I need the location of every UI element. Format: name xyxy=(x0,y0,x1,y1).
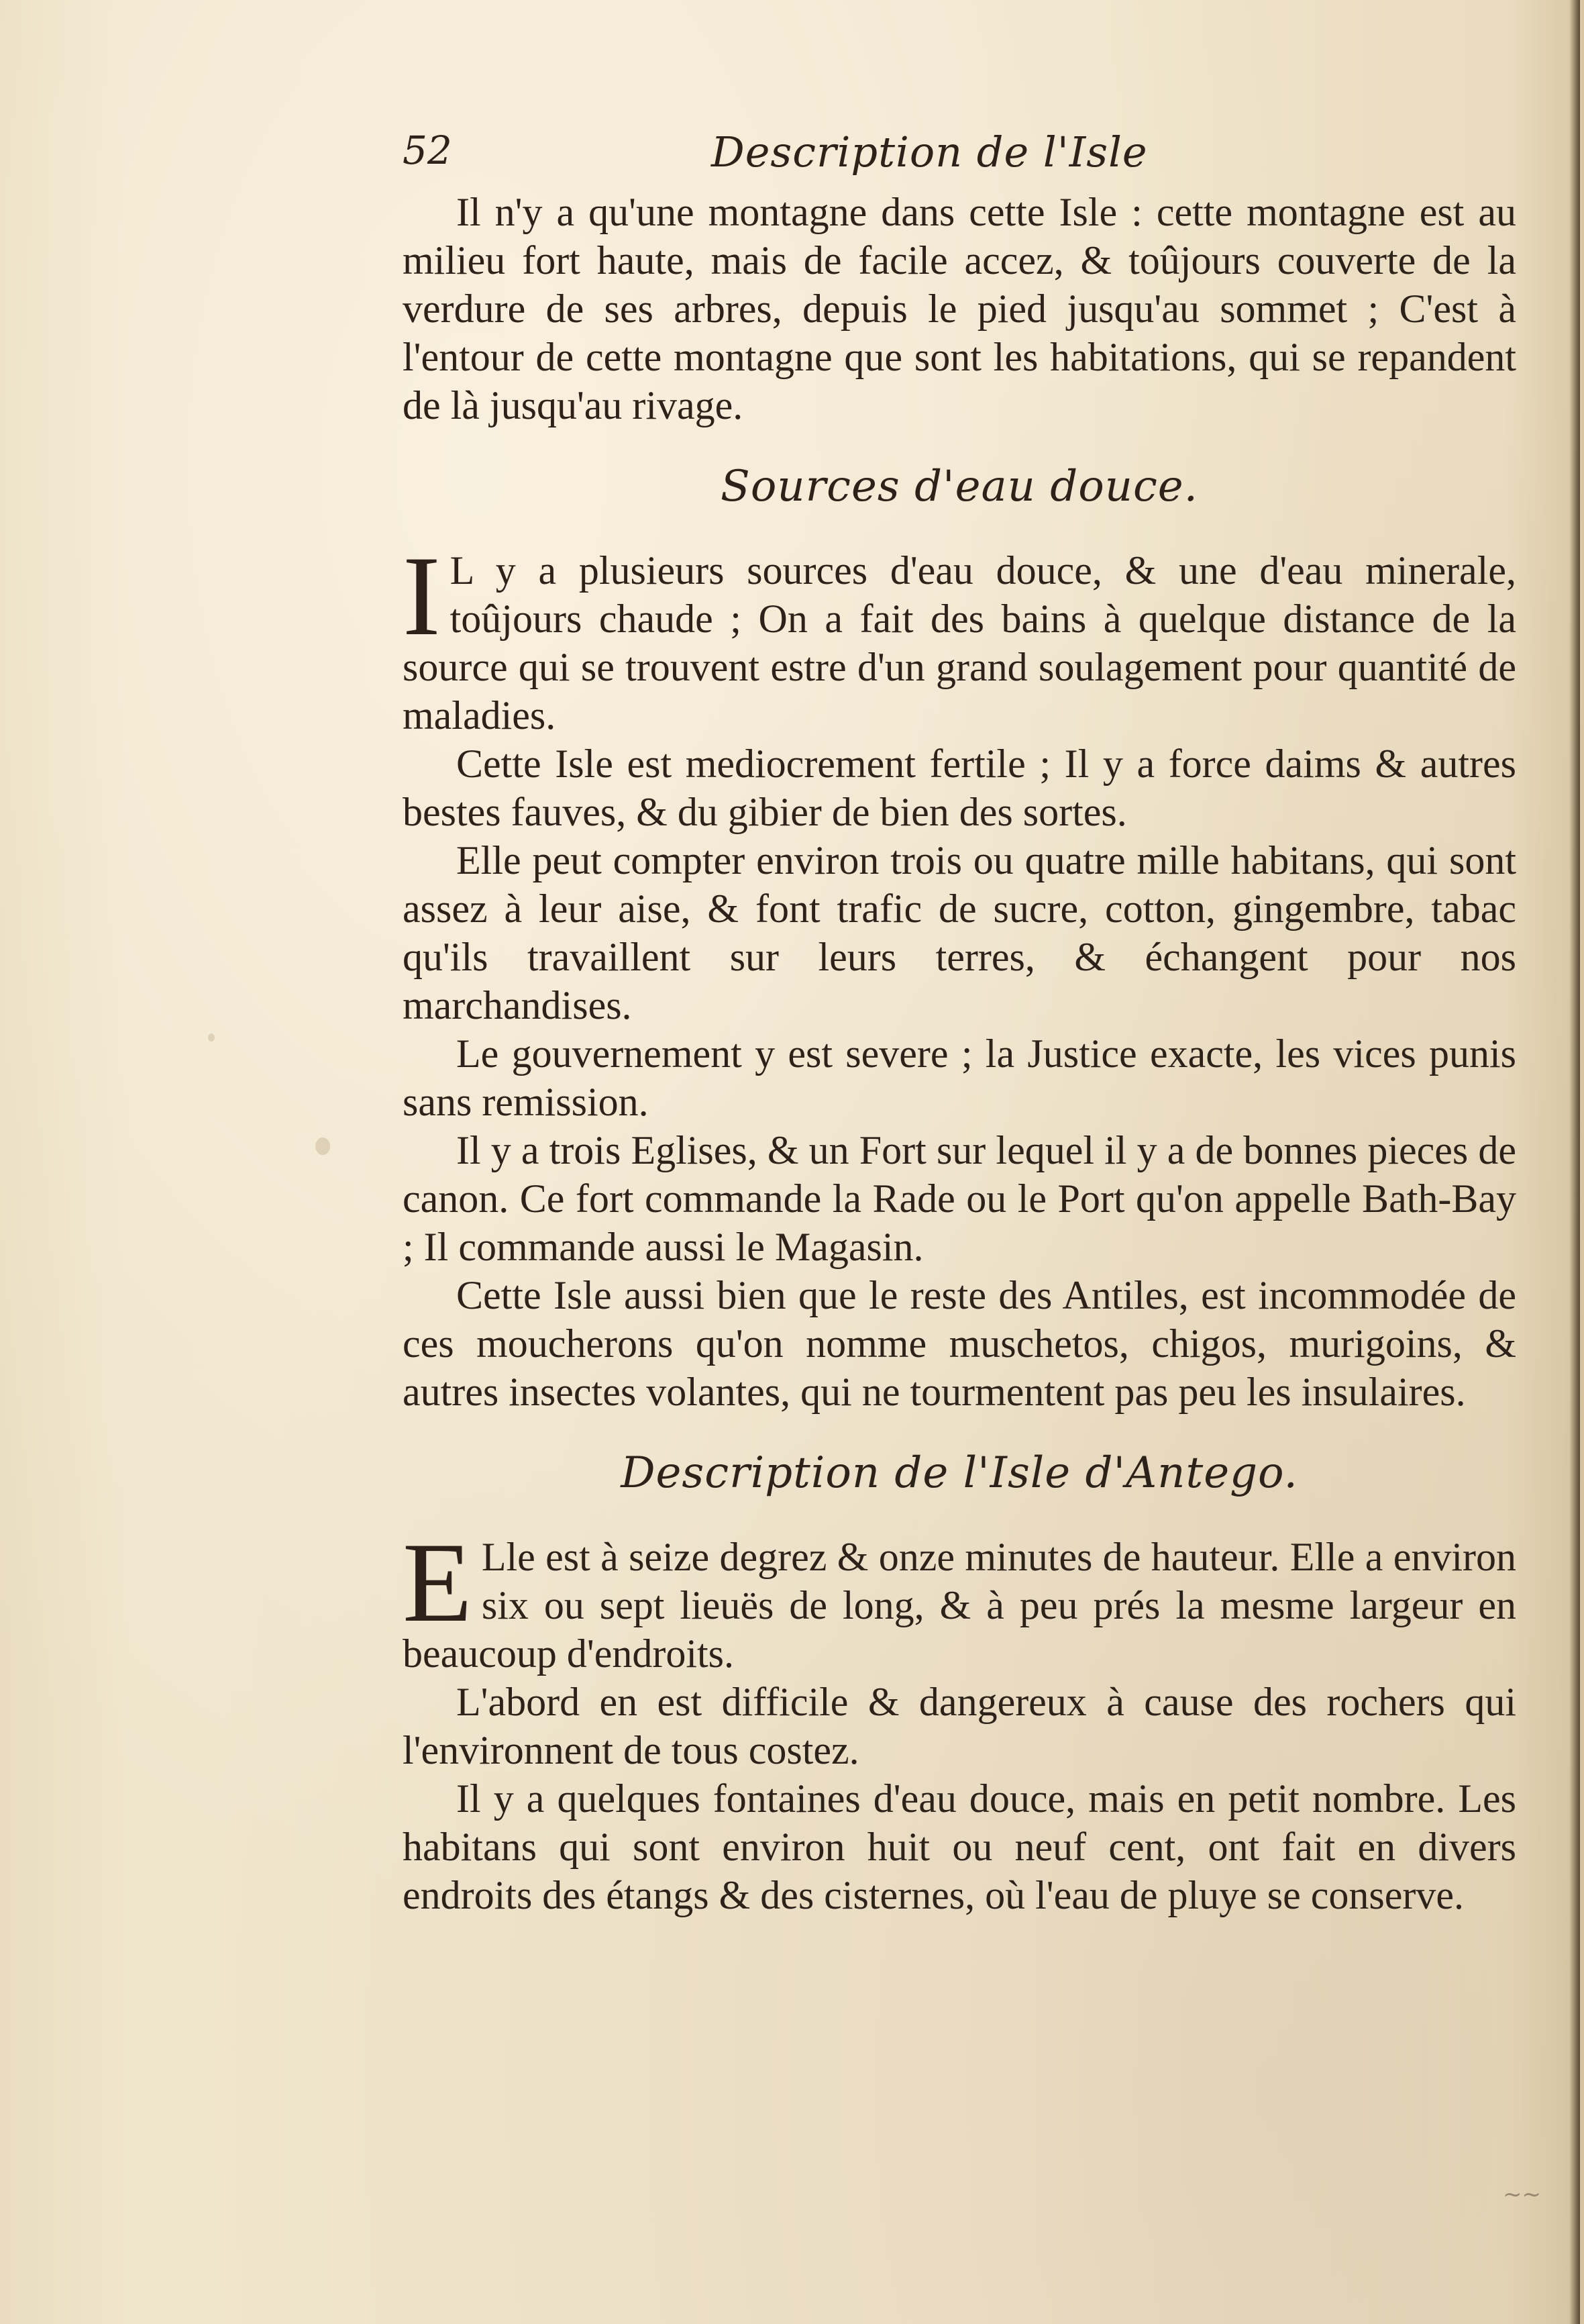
paragraph: Le gouvernement y est severe ; la Justice exacte, les vices punis sans remission. xyxy=(403,1031,1516,1124)
section-antego-first-paragraph xyxy=(403,1519,1516,1678)
running-head-title: Description de l'Isle xyxy=(711,128,1148,176)
paragraph: Cette Isle est mediocrement fertile ; Il y a force daims & autres bestes fauves, & du gibier de bien des sortes. xyxy=(403,742,1516,834)
drop-cap: E xyxy=(403,1519,472,1646)
margin-mark: ~~ xyxy=(1503,2181,1541,2208)
drop-cap: I xyxy=(403,533,441,659)
section-sources-first-paragraph xyxy=(403,533,1516,740)
paragraph: Elle peut compter environ trois ou quatre mille habitans, qui sont assez à leur aise, & font trafic de sucre, cotton, gingembre, tabac qu'ils travaillent sur leurs terres, & échangent pour nos marchandises. xyxy=(403,838,1516,1027)
section-heading-sources: Sources d'eau douce. xyxy=(720,462,1199,511)
intro-paragraph: Il n'y a qu'une montagne dans cette Isle : cette montagne est au milieu fort haute, mais de facile accez, & toûjours couverte de la verdure de ses arbres, depuis le pied jusqu'au sommet ; C'est à l'entour de cette montagne que sont les habitations, qui se repandent de là jusqu'au rivage. xyxy=(403,190,1516,427)
paragraph: Il y a trois Eglises, & un Fort sur lequel il y a de bonnes pieces de canon. Ce fort commande la Rade ou le Port qu'on appelle Bath-Bay ; Il commande aussi le Magasin. xyxy=(403,1128,1516,1269)
page-edge-shadow xyxy=(1569,0,1580,2324)
running-head xyxy=(403,114,1516,188)
page-text xyxy=(403,114,1516,1919)
paragraph: L'abord en est difficile & dangereux à cause des rochers qui l'environnent de tous costez. xyxy=(403,1680,1516,1772)
paragraph: Il y a quelques fontaines d'eau douce, mais en petit nombre. Les habitans qui sont environ huit ou neuf cent, ont fait en divers endroits des étangs & des cisternes, où l'eau de pluye se conserve. xyxy=(403,1776,1516,1917)
paper-stain xyxy=(208,1033,215,1042)
paragraph: Cette Isle aussi bien que le reste des Antiles, est incommodée de ces moucherons qu'on nomme muschetos, chigos, murigoins, & autres insectes volantes, qui ne tourmentent pas peu les insulaires. xyxy=(403,1273,1516,1414)
section-heading-antego: Description de l'Isle d'Antego. xyxy=(621,1448,1298,1498)
paper-stain xyxy=(315,1138,330,1155)
paragraph-text: Lle est à seize degrez & onze minutes de hauteur. Elle a environ six ou sept lieuës de long, & à peu prés la mesme largeur en beaucoup d'endroits. xyxy=(403,1535,1516,1676)
page-number: 52 xyxy=(403,128,452,173)
paragraph-text: L y a plusieurs sources d'eau douce, & une d'eau minerale, toûjours chaude ; On a fait des bains à quelque distance de la source qui se trouvent estre d'un grand soulagement pour quantité de maladies. xyxy=(403,548,1516,738)
